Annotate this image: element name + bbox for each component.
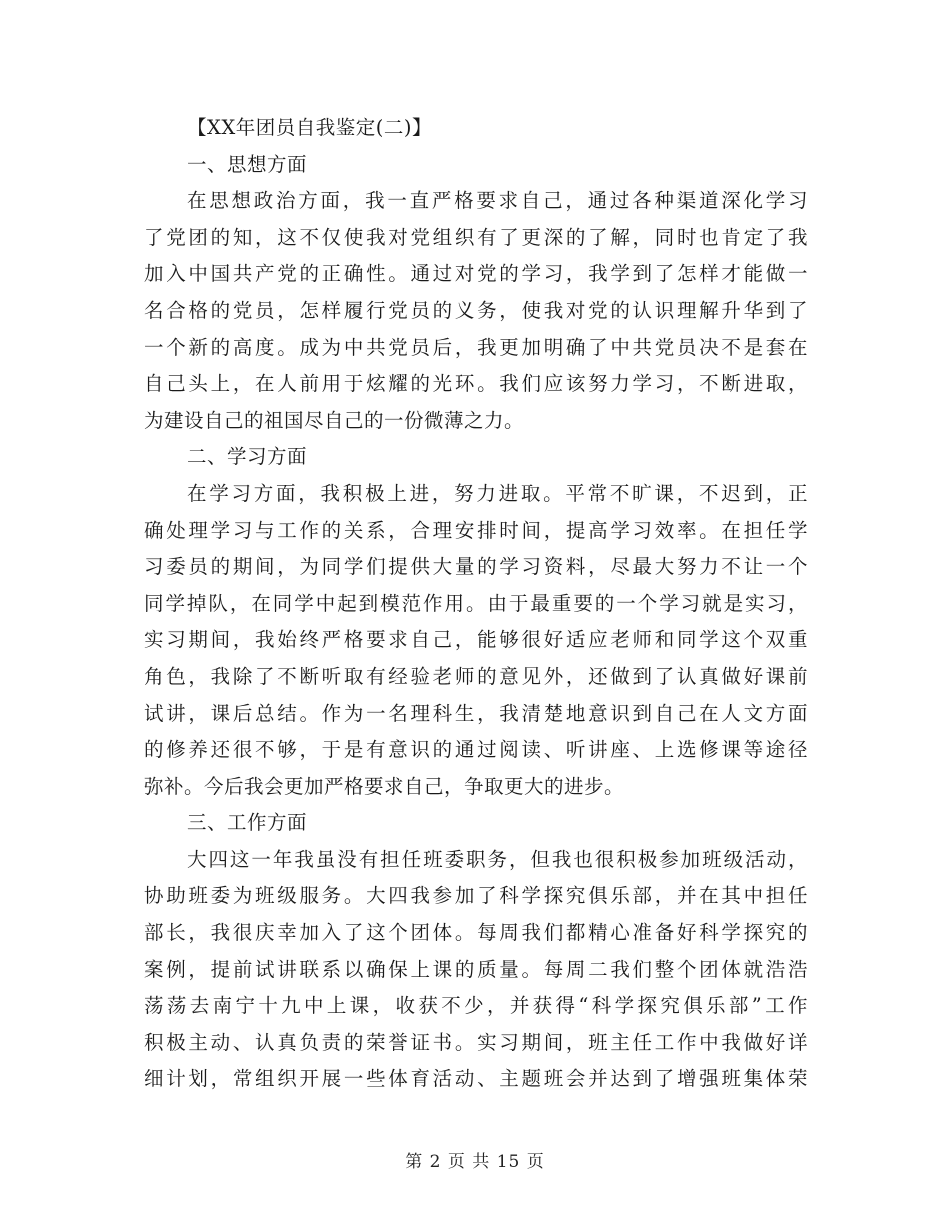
- text-line: 部长，我很庆幸加入了这个团体。每周我们都精心准备好科学探究的: [144, 921, 808, 945]
- text-line: 为建设自己的祖国尽自己的一份微薄之力。: [144, 408, 525, 432]
- text-line: 加入中国共产党的正确性。通过对党的学习，我学到了怎样才能做一: [144, 262, 808, 286]
- text-line: 一、思想方面: [187, 152, 308, 176]
- text-line: 试讲，课后总结。作为一名理科生，我清楚地意识到自己在人文方面: [144, 701, 808, 725]
- text-line: 积极主动、认真负责的荣誉证书。实习期间，班主任工作中我做好详: [144, 1030, 808, 1054]
- text-line: 三、工作方面: [187, 811, 308, 835]
- text-line: 大四这一年我虽没有担任班委职务，但我也很积极参加班级活动，: [187, 847, 808, 871]
- text-line: 荡荡去南宁十九中上课，收获不少，并获得“科学探究俱乐部”工作: [144, 994, 808, 1018]
- text-line: 细计划，常组织开展一些体育活动、主题班会并达到了增强班集体荣: [144, 1067, 808, 1091]
- text-line: 了党团的知，这不仅使我对党组织有了更深的了解，同时也肯定了我: [144, 225, 808, 249]
- text-line: 名合格的党员，怎样履行党员的义务，使我对党的认识理解升华到了: [144, 298, 808, 322]
- text-line: 角色，我除了不断听取有经验老师的意见外，还做到了认真做好课前: [144, 664, 808, 688]
- text-line: 弥补。今后我会更加严格要求自己，争取更大的进步。: [144, 774, 625, 798]
- document-body: [144, 110, 808, 1098]
- text-line: 的修养还很不够，于是有意识的通过阅读、听讲座、上选修课等途径: [144, 738, 808, 762]
- text-line: 自己头上，在人前用于炫耀的光环。我们应该努力学习，不断进取，: [144, 372, 808, 396]
- text-line: 一个新的高度。成为中共党员后，我更加明确了中共党员决不是套在: [144, 335, 808, 359]
- text-line: 案例，提前试讲联系以确保上课的质量。每周二我们整个团体就浩浩: [144, 957, 808, 981]
- text-line: 同学掉队，在同学中起到模范作用。由于最重要的一个学习就是实习，: [144, 591, 808, 615]
- page-footer: 第 2 页 共 15 页: [405, 1152, 545, 1172]
- text-line: 协助班委为班级服务。大四我参加了科学探究俱乐部，并在其中担任: [144, 884, 808, 908]
- text-line: 确处理学习与工作的关系，合理安排时间，提高学习效率。在担任学: [144, 518, 808, 542]
- text-line: 习委员的期间，为同学们提供大量的学习资料，尽最大努力不让一个: [144, 555, 808, 579]
- text-line: 【XX年团员自我鉴定(二)】: [187, 116, 432, 139]
- text-line: 在学习方面，我积极上进，努力进取。平常不旷课，不迟到，正: [187, 481, 808, 505]
- text-line: 在思想政治方面，我一直严格要求自己，通过各种渠道深化学习: [187, 189, 808, 213]
- text-line: 二、学习方面: [187, 445, 308, 469]
- text-line: 实习期间，我始终严格要求自己，能够很好适应老师和同学这个双重: [144, 628, 808, 652]
